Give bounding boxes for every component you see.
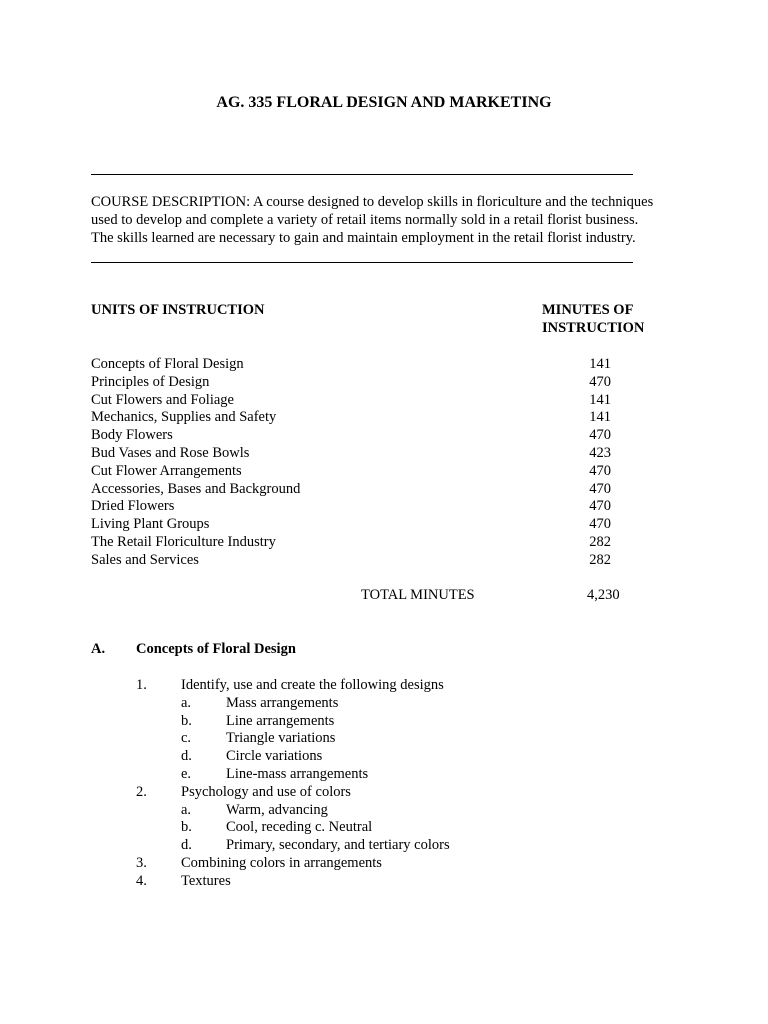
unit-minutes: 141 <box>589 356 611 372</box>
outline-item-text: Textures <box>181 872 231 889</box>
unit-name: Bud Vases and Rose Bowls <box>91 445 250 461</box>
unit-minutes: 470 <box>589 373 611 390</box>
unit-name: Living Plant Groups <box>91 516 210 533</box>
unit-name: Mechanics, Supplies and Safety <box>91 409 277 426</box>
table-row <box>91 426 611 444</box>
unit-minutes: 141 <box>589 391 611 408</box>
table-row <box>91 515 611 533</box>
table-row <box>91 497 611 515</box>
outline-marker: c. <box>181 730 192 747</box>
section-letter: A. <box>91 641 106 657</box>
total-label: TOTAL MINUTES <box>361 587 475 603</box>
table-row <box>91 355 611 373</box>
description-line: used to develop and complete a variety of retail items normally sold in a retail florist business. <box>91 212 639 228</box>
table-row <box>91 373 611 391</box>
outline-marker: 4. <box>136 872 147 889</box>
minutes-header-line2: INSTRUCTION <box>542 320 645 336</box>
table-row <box>91 533 611 551</box>
table-row <box>91 444 611 462</box>
outline-item-text: Circle variations <box>226 748 323 765</box>
unit-minutes: 282 <box>589 534 611 550</box>
outline-item-text: Primary, secondary, and tertiary colors <box>226 837 450 854</box>
unit-name: Principles of Design <box>91 373 210 390</box>
unit-name: Accessories, Bases and Background <box>91 480 301 497</box>
table-row <box>91 462 611 480</box>
outline-item-text: Cool, receding c. Neutral <box>226 819 373 836</box>
outline-item-text: Mass arrangements <box>226 694 339 711</box>
unit-minutes: 282 <box>589 551 611 568</box>
page-title: AG. 335 FLORAL DESIGN AND MARKETING <box>216 94 552 111</box>
divider-top <box>91 174 633 175</box>
unit-minutes: 470 <box>589 462 611 479</box>
outline-marker: d. <box>181 748 192 765</box>
outline-marker: b. <box>181 712 192 729</box>
unit-name: The Retail Floriculture Industry <box>91 534 276 550</box>
outline-item-text: Identify, use and create the following designs <box>181 677 444 693</box>
divider-bottom <box>91 262 633 263</box>
outline-marker: e. <box>181 766 192 782</box>
outline-marker: 3. <box>136 855 147 871</box>
outline-item-text: Warm, advancing <box>226 801 328 818</box>
unit-name: Sales and Services <box>91 551 199 568</box>
table-row <box>91 408 611 426</box>
units-header: UNITS OF INSTRUCTION <box>91 302 265 318</box>
description-line: COURSE DESCRIPTION: A course designed to develop skills in floriculture and the techniques <box>91 194 654 210</box>
table-row <box>91 551 611 569</box>
outline-item-text: Line-mass arrangements <box>226 766 369 782</box>
outline-item-text: Triangle variations <box>226 730 336 747</box>
outline-marker: a. <box>181 694 192 711</box>
unit-minutes: 470 <box>589 516 611 533</box>
table-row <box>91 480 611 498</box>
description-line: The skills learned are necessary to gain and maintain employment in the retail florist industry. <box>91 230 636 246</box>
section-heading: Concepts of Floral Design <box>136 641 296 657</box>
outline-item-text: Combining colors in arrangements <box>181 855 382 871</box>
unit-minutes: 470 <box>589 480 611 497</box>
unit-name: Body Flowers <box>91 427 173 444</box>
unit-name: Cut Flowers and Foliage <box>91 391 234 408</box>
unit-name: Cut Flower Arrangements <box>91 462 242 479</box>
course-description <box>91 193 691 247</box>
outline-marker: d. <box>181 837 192 854</box>
outline-marker: b. <box>181 819 192 836</box>
outline-marker: 2. <box>136 783 147 800</box>
unit-minutes: 423 <box>589 445 611 461</box>
outline-marker: 1. <box>136 677 147 693</box>
unit-minutes: 141 <box>589 409 611 426</box>
outline-marker: a. <box>181 801 192 818</box>
total-value: 4,230 <box>587 587 620 603</box>
unit-name: Concepts of Floral Design <box>91 356 244 372</box>
table-row <box>91 391 611 409</box>
outline-item-text: Line arrangements <box>226 712 335 729</box>
outline-item-text: Psychology and use of colors <box>181 783 351 800</box>
minutes-header-line1: MINUTES OF <box>542 302 634 318</box>
unit-minutes: 470 <box>589 498 611 515</box>
unit-minutes: 470 <box>589 427 611 444</box>
unit-name: Dried Flowers <box>91 498 175 515</box>
